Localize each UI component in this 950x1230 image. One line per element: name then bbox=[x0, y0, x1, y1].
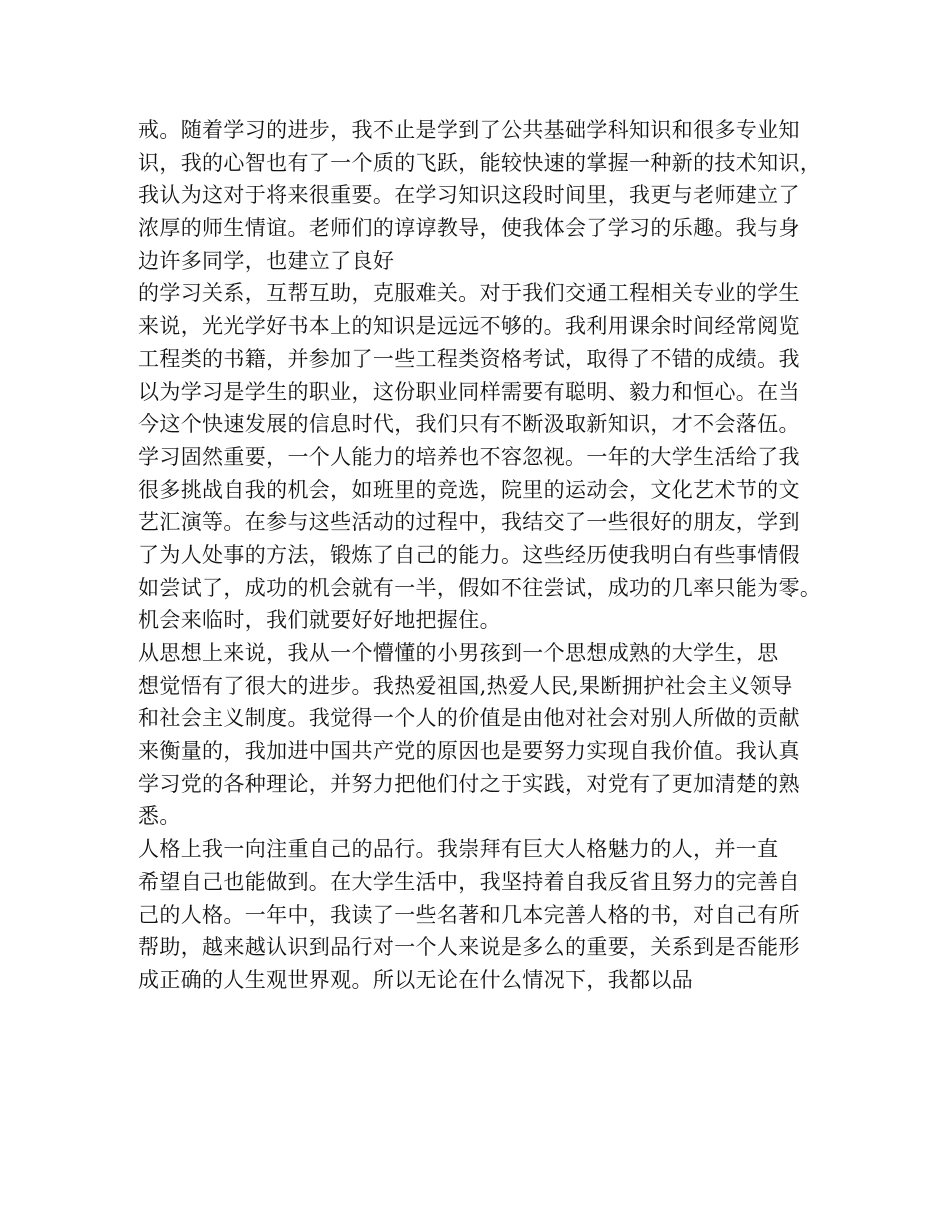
text-line: 了为人处事的方法，锻炼了自己的能力。这些经历使我明白有些事情假 bbox=[138, 542, 800, 567]
text-line: 艺汇演等。在参与这些活动的过程中，我结交了一些很好的朋友，学到 bbox=[138, 510, 800, 535]
text-line: 帮助，越来越认识到品行对一个人来说是多么的重要，关系到是否能形 bbox=[138, 935, 800, 960]
text-line: 识，我的心智也有了一个质的飞跃，能较快速的掌握一种新的技术知识， bbox=[138, 150, 822, 175]
text-line: 学习固然重要，一个人能力的培养也不容忽视。一年的大学生活给了我 bbox=[138, 444, 800, 469]
body-text bbox=[138, 114, 838, 997]
text-line: 成正确的人生观世界观。所以无论在什么情况下，我都以品 bbox=[138, 967, 694, 992]
text-line: 浓厚的师生情谊。老师们的谆谆教导，使我体会了学习的乐趣。我与身 bbox=[138, 216, 800, 241]
text-line: 想觉悟有了很大的进步。我热爱祖国,热爱人民,果断拥护社会主义领导 bbox=[138, 673, 793, 698]
text-line: 机会来临时，我们就要好好地把握住。 bbox=[138, 608, 501, 633]
text-line: 的学习关系，互帮互助，克服难关。对于我们交通工程相关专业的学生 bbox=[138, 281, 800, 306]
text-line: 工程类的书籍，并参加了一些工程类资格考试，取得了不错的成绩。我 bbox=[138, 346, 800, 371]
text-line: 来衡量的，我加进中国共产党的原因也是要努力实现自我价值。我认真 bbox=[138, 739, 800, 764]
text-line: 来说，光光学好书本上的知识是远远不够的。我利用课余时间经常阅览 bbox=[138, 314, 800, 339]
text-line: 我认为这对于将来很重要。在学习知识这段时间里，我更与老师建立了 bbox=[138, 183, 800, 208]
text-line: 希望自己也能做到。在大学生活中，我坚持着自我反省且努力的完善自 bbox=[138, 869, 800, 894]
text-line: 悉。 bbox=[138, 804, 181, 829]
text-line: 学习党的各种理论，并努力把他们付之于实践，对党有了更加清楚的熟 bbox=[138, 771, 800, 796]
text-line: 很多挑战自我的机会，如班里的竞选，院里的运动会，文化艺术节的文 bbox=[138, 477, 800, 502]
text-line: 以为学习是学生的职业，这份职业同样需要有聪明、毅力和恒心。在当 bbox=[138, 379, 800, 404]
text-line: 今这个快速发展的信息时代，我们只有不断汲取新知识，才不会落伍。 bbox=[138, 412, 800, 437]
text-line: 戒。随着学习的进步，我不止是学到了公共基础学科知识和很多专业知 bbox=[138, 118, 800, 142]
text-line: 人格上我一向注重自己的品行。我崇拜有巨大人格魅力的人，并一直 bbox=[138, 837, 779, 862]
text-line: 从思想上来说，我从一个懵懂的小男孩到一个思想成熟的大学生，思 bbox=[138, 641, 779, 665]
text-line: 如尝试了，成功的机会就有一半，假如不往尝试，成功的几率只能为零。 bbox=[138, 575, 822, 600]
text-line: 己的人格。一年中，我读了一些名著和几本完善人格的书，对自己有所 bbox=[138, 902, 800, 927]
text-line: 边许多同学，也建立了良好 bbox=[138, 248, 395, 273]
text-line: 和社会主义制度。我觉得一个人的价值是由他对社会对别人所做的贡献 bbox=[138, 706, 800, 731]
